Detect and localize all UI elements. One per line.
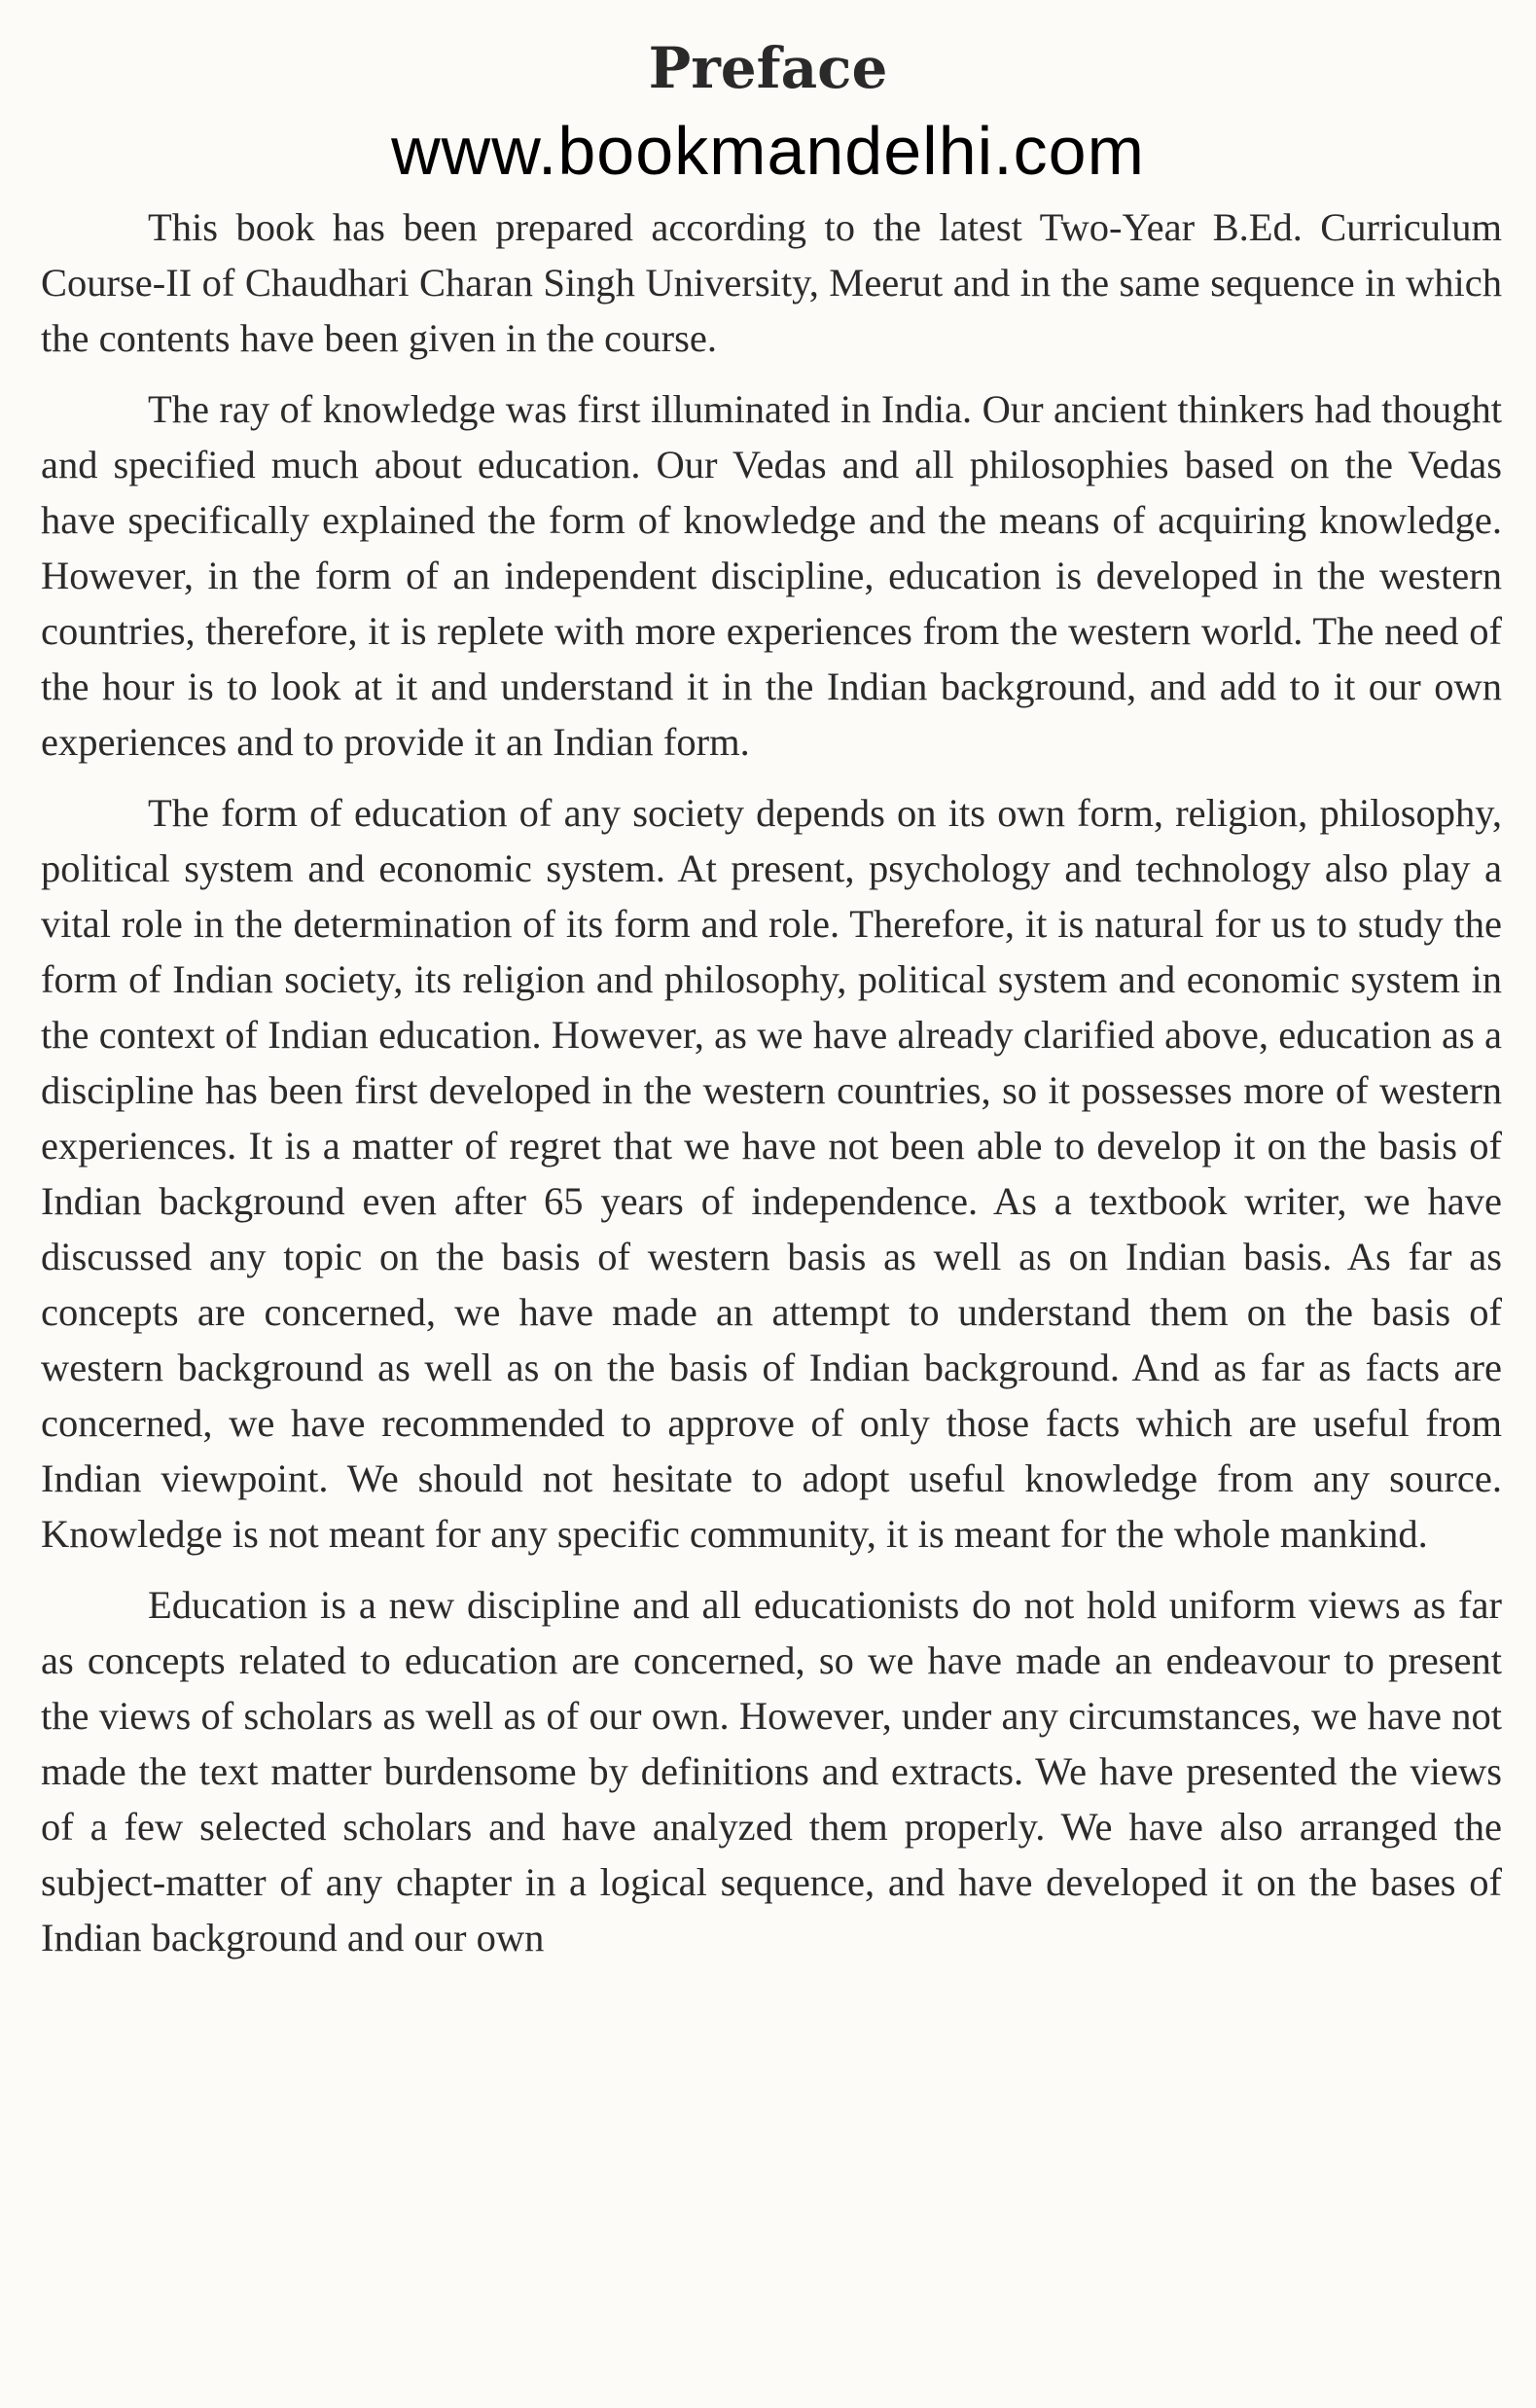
paragraph-4: Education is a new discipline and all educationists do not hold uniform views as far as concepts related to education are concerned, so we have made an endeavour to present the views of scholars as well as of our own. However, under any circumstances, we have not made the text matter burdensome by definitions and extracts. We have presented the views of a few selected scholars and have analyzed them properly. We have also arranged the subject-matter of any chapter in a logical sequence, and have developed it on the bases of Indian background and our own: [41, 1583, 1502, 1959]
paragraph-1: This book has been prepared according to the latest Two-Year B.Ed. Curriculum Course-II of Chaudhari Charan Singh University, Meerut and in the same sequence in which the contents have been given in the course.: [41, 205, 1502, 360]
website-watermark: www.bookmandelhi.com: [391, 113, 1145, 189]
paragraph-3: The form of education of any society depends on its own form, religion, philosophy, political system and economic system. At present, psychology and technology also play a vital role in the determination of its form and role. Therefore, it is natural for us to study the form of Indian society, its religion and philosophy, political system and economic system in the context of Indian education. However, as we have already clarified above, education as a discipline has been first developed in the western countries, so it possesses more of western experiences. It is a matter of regret that we have not been able to develop it on the basis of Indian background even after 65 years of independence. As a textbook writer, we have discussed any topic on the basis of western basis as well as on Indian basis. As far as concepts are concerned, we have made an attempt to understand them on the basis of western background as well as on the basis of Indian background. And as far as facts are concerned, we have recommended to approve of only those facts which are useful from Indian viewpoint. We should not hesitate to adopt useful knowledge from any source. Knowledge is not meant for any specific community, it is meant for the whole mankind.: [41, 791, 1502, 1556]
page-title: Preface: [648, 35, 888, 101]
paragraph-2: The ray of knowledge was first illuminated in India. Our ancient thinkers had thought and specified much about education. Our Vedas and all philosophies based on the Vedas have specifically explained the form of knowledge and the means of acquiring knowledge. However, in the form of an independent discipline, education is developed in the western countries, therefore, it is replete with more experiences from the western world. The need of the hour is to look at it and understand it in the Indian background, and add to it our own experiences and to provide it an Indian form.: [41, 387, 1502, 764]
preface-body: [41, 199, 1502, 1981]
